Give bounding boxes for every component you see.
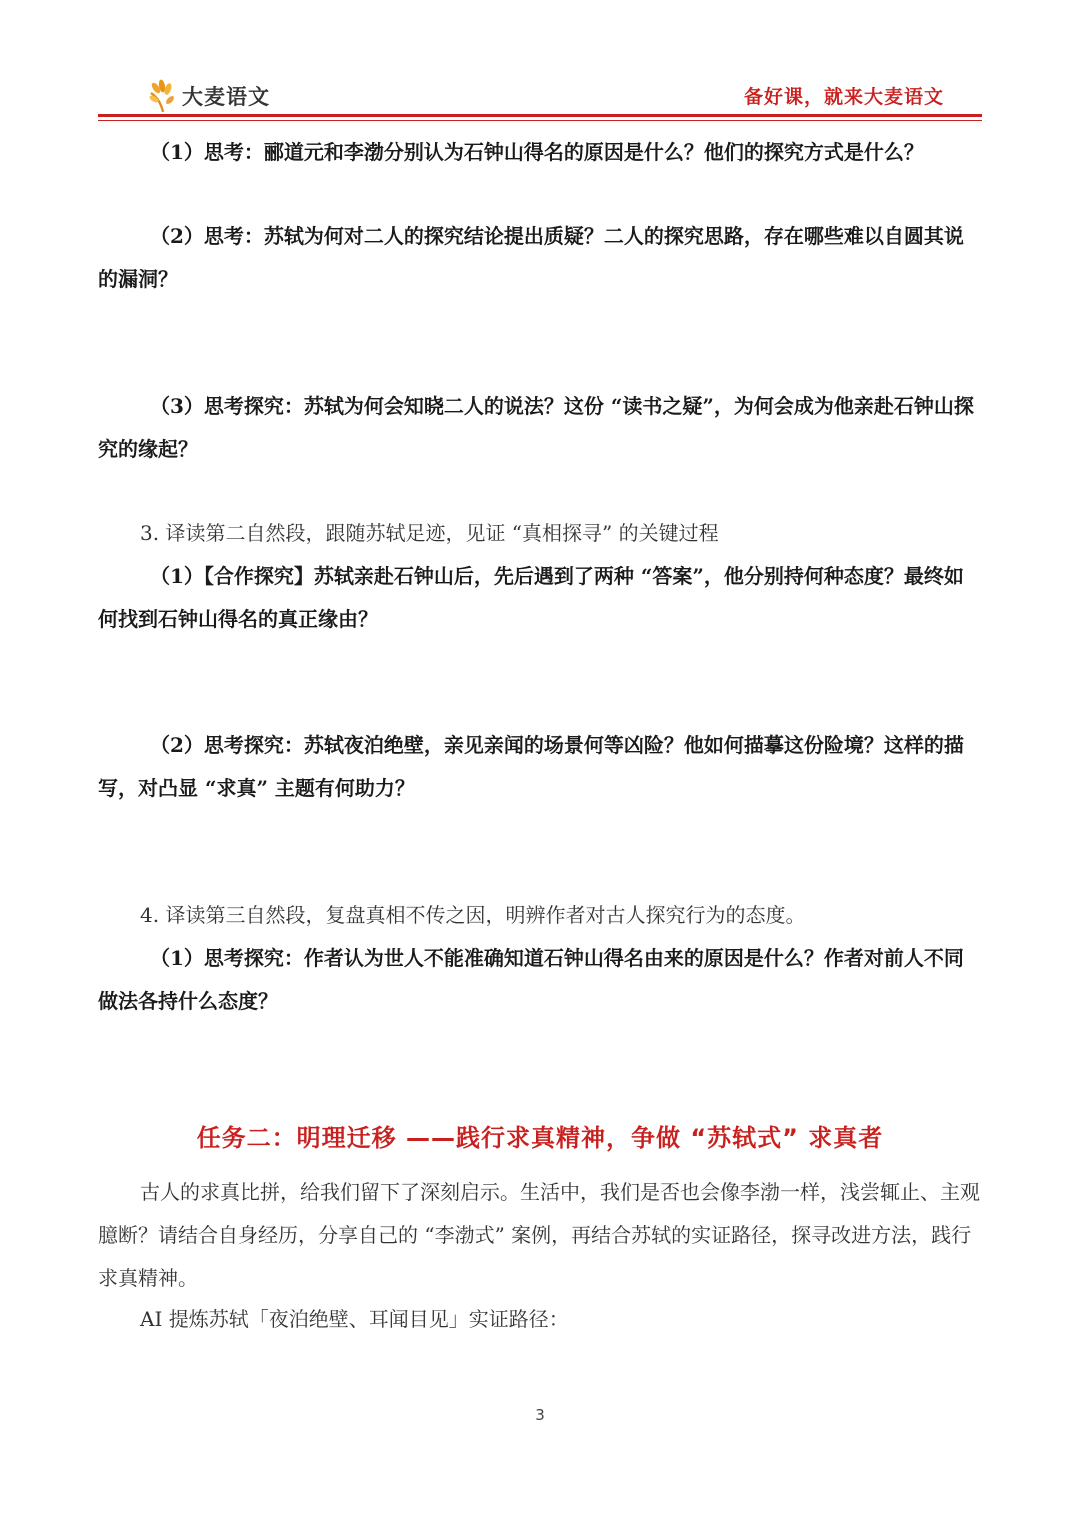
question-3-1: （1）【合作探究】苏轼亲赴石钟山后，先后遇到了两种 “答案”，他分别持何种态度？最终如何找到石钟山得名的真正缘由？ — [98, 564, 964, 631]
question-1-3: （3）思考探究：苏轼为何会知晓二人的说法？这份 “读书之疑”，为何会成为他亲赴石钟山探究的缘起？ — [98, 394, 974, 461]
step-3-heading: 3. 译读第二自然段，跟随苏轼足迹，见证 “真相探寻” 的关键过程 — [140, 521, 719, 545]
header-divider-thin — [98, 120, 982, 121]
page-number: 3 — [535, 1406, 545, 1424]
header-slogan: 备好课，就来大麦语文 — [743, 86, 944, 108]
logo-text: 大麦语文 — [182, 85, 270, 109]
brand-logo — [148, 78, 270, 114]
question-4-1: （1）思考探究：作者认为世人不能准确知道石钟山得名由来的原因是什么？作者对前人不同做法各持什么态度？ — [98, 946, 964, 1013]
step-4-heading: 4. 译读第三自然段，复盘真相不传之因，明辨作者对古人探究行为的态度。 — [140, 903, 806, 927]
task-2-intro: 古人的求真比拼，给我们留下了深刻启示。生活中，我们是否也会像李渤一样，浅尝辄止、主观臆断？请结合自身经历，分享自己的 “李渤式” 案例，再结合苏轼的实证路径，探寻改进方法，践行求真精神。 — [98, 1180, 980, 1290]
header-divider-thick — [98, 114, 982, 117]
question-1-2: （2）思考：苏轼为何对二人的探究结论提出质疑？二人的探究思路，存在哪些难以自圆其说的漏洞？ — [98, 224, 964, 291]
page-header — [0, 0, 1080, 125]
question-1-1: （1）思考：郦道元和李渤分别认为石钟山得名的原因是什么？他们的探究方式是什么？ — [150, 140, 924, 164]
question-3-2: （2）思考探究：苏轼夜泊绝壁，亲见亲闻的场景何等凶险？他如何描摹这份险境？这样的描写，对凸显 “求真” 主题有何助力？ — [98, 733, 964, 800]
wheat-icon — [148, 79, 178, 113]
task-2-title: 任务二：明理迁移 ——践行求真精神，争做 “苏轼式” 求真者 — [196, 1124, 884, 1152]
ai-path-line: AI 提炼苏轼「夜泊绝壁、耳闻目见」实证路径： — [140, 1307, 569, 1331]
